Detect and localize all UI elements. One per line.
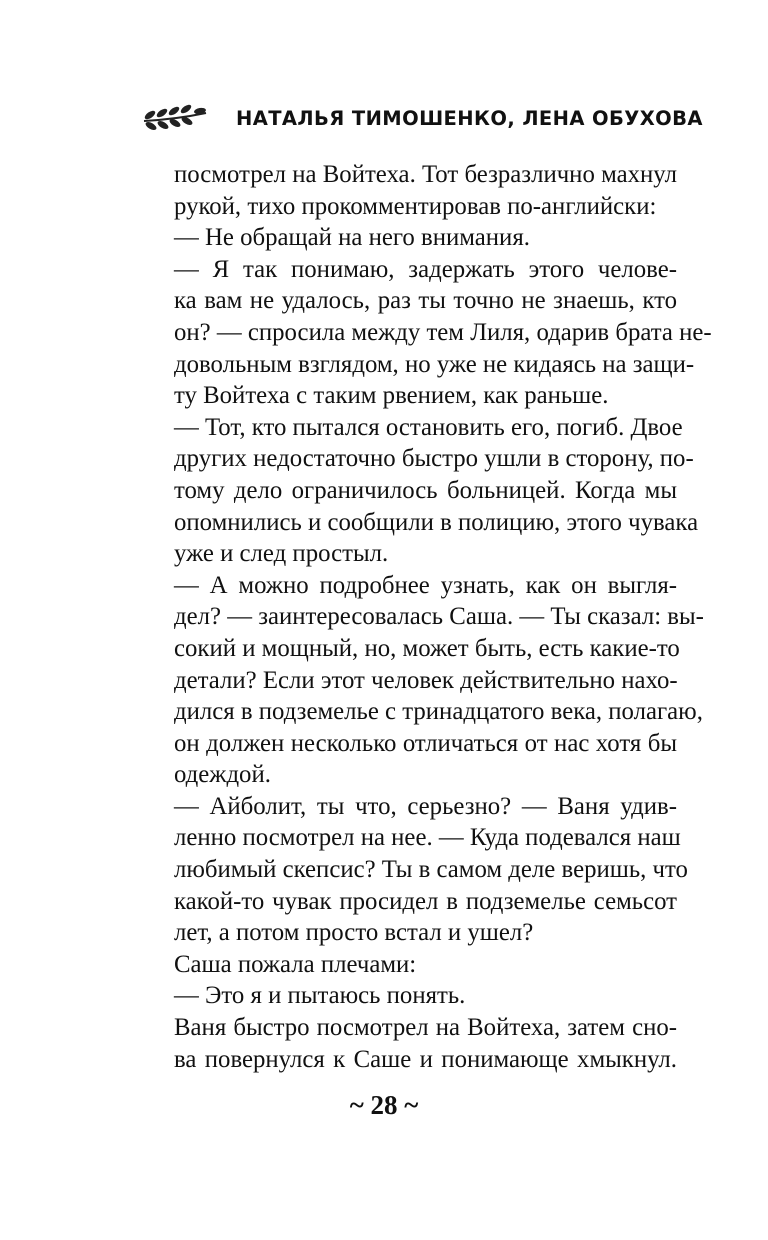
paragraph-first-line: — Айболит, ты что, серьезно? — Ваня удив- [174, 792, 677, 820]
text-line: ва повернулся к Саше и понимающе хмыкнул. [174, 1045, 677, 1073]
laurel-branch-icon [142, 101, 208, 135]
text-line: опомнились и сообщили в полицию, этого чувака [174, 508, 699, 536]
running-header-authors: НАТАЛЬЯ ТИМОШЕНКО, ЛЕНА ОБУХОВА [236, 106, 703, 130]
text-line: уже и след простыл. [174, 540, 389, 568]
text-line: какой-то чувак просидел в подземелье семьсот [174, 887, 677, 915]
text-line: он должен несколько отличаться от нас хотя бы [174, 729, 677, 757]
text-line: тому дело ограничилось больницей. Когда мы [174, 476, 677, 504]
paragraph-first-line: — Тот, кто пытался остановить его, погиб. Двое [174, 413, 683, 441]
paragraph-first-line: Ваня быстро посмотрел на Войтеха, затем сно- [174, 1014, 677, 1042]
body-text [174, 159, 712, 1075]
paragraph-first-line: — Не обращай на него внимания. [174, 224, 530, 252]
text-line: детали? Если этот человек действительно нахо- [174, 666, 678, 694]
paragraph-first-line: — А можно подробнее узнать, как он выгля- [174, 571, 677, 599]
text-line: он? — спросила между тем Лиля, одарив брата не- [174, 318, 712, 346]
text-line: довольным взглядом, но уже не кидаясь на защи- [174, 350, 695, 378]
paragraph-first-line: — Я так понимаю, задержать этого челове- [174, 255, 677, 283]
text-line: дел? — заинтересовалась Саша. — Ты сказал: вы- [174, 603, 704, 631]
text-line: ка вам не удалось, раз ты точно не знаешь, кто [174, 287, 677, 315]
page-number: ~ 28 ~ [349, 1090, 419, 1120]
text-line: посмотрел на Войтеха. Тот безразлично махнул [174, 161, 677, 188]
text-line: других недостаточно быстро ушли в сторону, по- [174, 445, 694, 473]
text-line: одеждой. [174, 761, 271, 789]
text-line: дился в подземелье с тринадцатого века, полагаю, [174, 698, 703, 726]
text-line: ту Войтеха с таким рвением, как раньше. [174, 382, 609, 410]
text-line: лет, а потом просто встал и ушел? [174, 919, 534, 947]
paragraph-first-line: — Это я и пытаюсь понять. [174, 982, 466, 1010]
text-line: сокий и мощный, но, может быть, есть какие-то [174, 634, 680, 662]
paragraph-first-line: Саша пожала плечами: [174, 950, 417, 978]
running-header [142, 98, 703, 138]
text-line: любимый скепсис? Ты в самом деле веришь, что [174, 856, 688, 884]
text-line: ленно посмотрел на нее. — Куда подевался наш [174, 824, 681, 852]
text-line: рукой, тихо прокомментировав по-английски: [174, 192, 657, 220]
